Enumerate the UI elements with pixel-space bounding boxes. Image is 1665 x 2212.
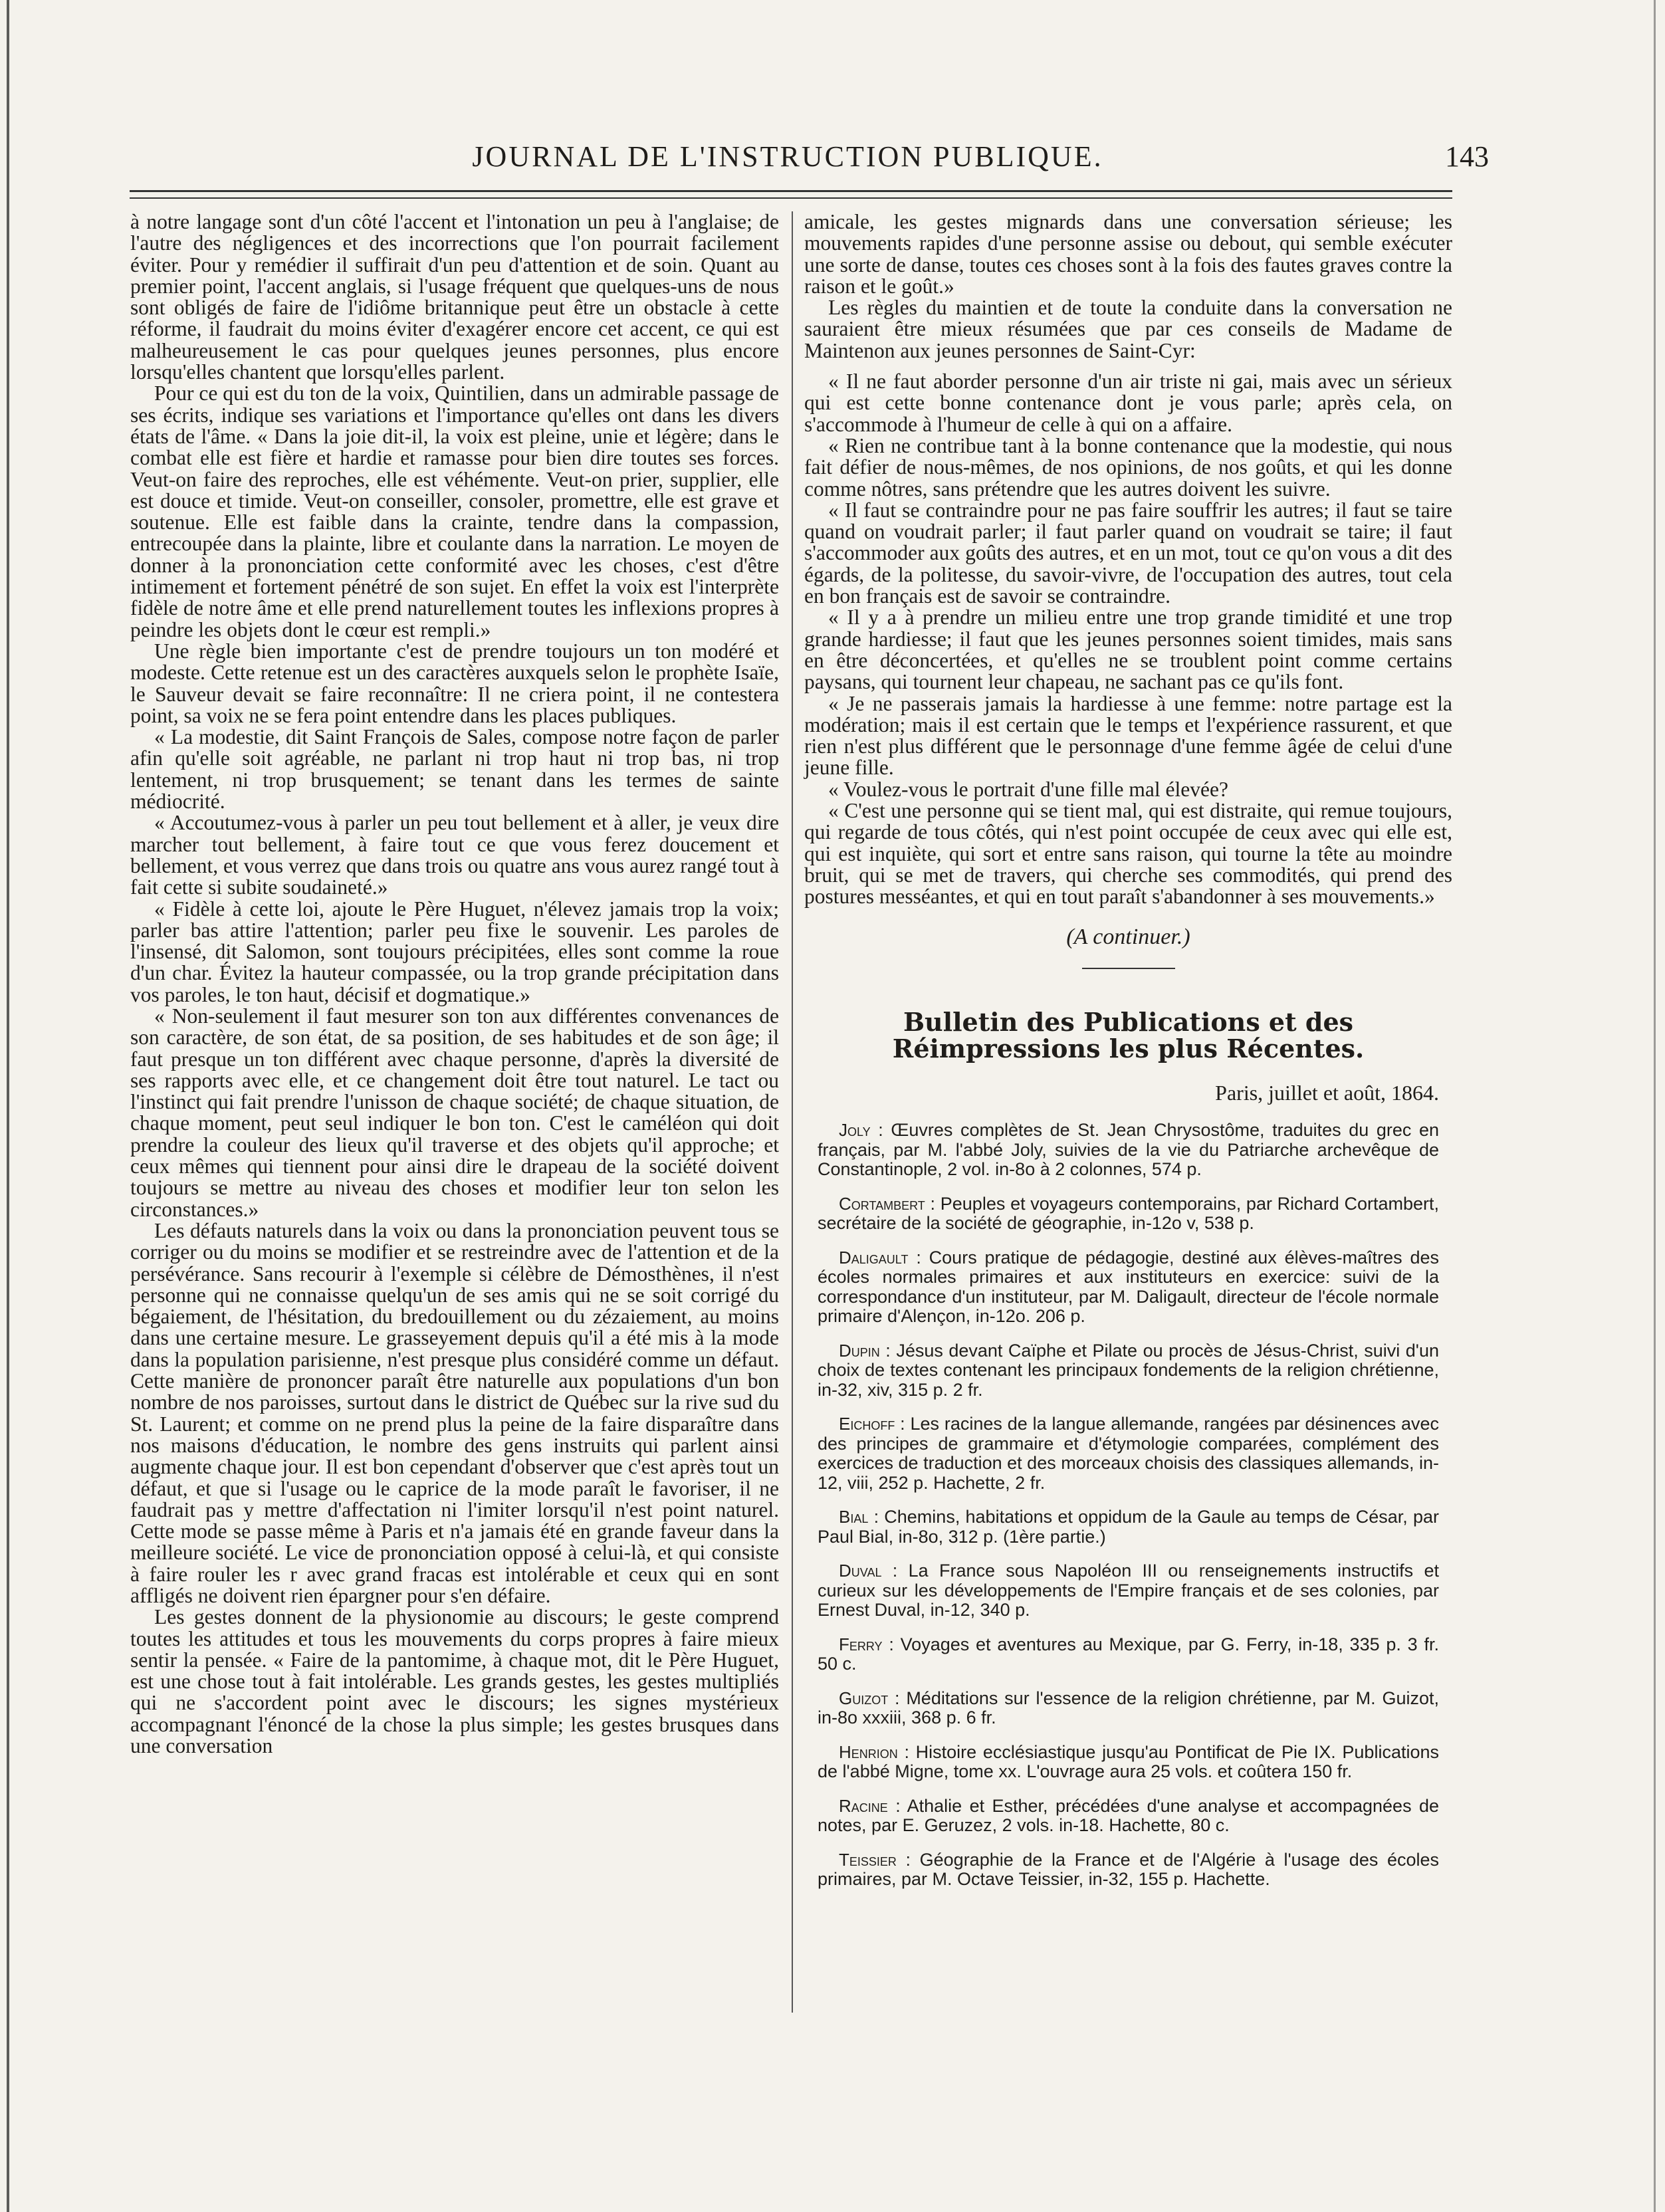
- bulletin-entry: Cortambert : Peuples et voyageurs contemporains, par Richard Cortambert, secrétaire de la société de géographie, in-12o v, 538 p.: [818, 1193, 1439, 1234]
- entry-author: Eichoff: [839, 1414, 895, 1434]
- entry-text: Histoire ecclésiastique jusqu'au Pontificat de Pie IX. Publications de l'abbé Migne, tome xx. L'ouvrage aura 25 vols. et coûtera 150 fr.: [818, 1741, 1439, 1782]
- page-number: 143: [1445, 140, 1489, 173]
- entry-text: Les racines de la langue allemande, rangées par désinences avec des principes de grammaire et d'étymologie comparées, complément des exercices de traduction et des morceaux choisis des classiques allemands, in-12, viii, 252 p. Hachette, 2 fr.: [818, 1414, 1439, 1493]
- entry-author: Racine: [839, 1795, 888, 1816]
- column-divider: [792, 211, 793, 2013]
- continuation-note: (A continuer.): [1066, 924, 1190, 949]
- paragraph: « Il ne faut aborder personne d'un air triste ni gai, mais avec un sérieux qui est cette bonne contenance dont je vous parle; après cela, on s'accommode à l'humeur de celle à qui on a affaire.: [804, 370, 1452, 436]
- entry-author: Joly: [839, 1120, 871, 1141]
- header-rule: [130, 190, 1452, 199]
- page-header: [120, 126, 1489, 179]
- paragraph: « Voulez-vous le portrait d'une fille mal élevée?: [828, 777, 1228, 801]
- entry-text: Athalie et Esther, précédées d'une analyse et accompagnées de notes, par E. Geruzez, 2 vols. in-18. Hachette, 80 c.: [818, 1795, 1440, 1836]
- entry-text: Chemins, habitations et oppidum de la Gaule au temps de César, par Paul Bial, in-8o, 312 p. (1ère partie.): [818, 1507, 1439, 1547]
- entry-text: Voyages et aventures au Mexique, par G. Ferry, in-18, 335 p. 3 fr. 50 c.: [818, 1634, 1439, 1674]
- entry-author: Daligault: [839, 1247, 909, 1268]
- bulletin-title: Bulletin des Publications et des Réimpressions les plus Récentes.: [892, 1006, 1365, 1063]
- journal-title: JOURNAL DE L'INSTRUCTION PUBLIQUE.: [472, 140, 1103, 173]
- paragraph: « Non-seulement il faut mesurer son ton aux différentes convenances de son caractère, de son état, de sa position, de ses habitudes et de son âge; il faut presque un ton différent avec chaque personne, d'après la diversité de ses rapports avec elle, et ce changement doit être tout naturel. Le tact ou l'instinct qui fait prendre l'unisson de chaque société; de chaque situation, de chaque moment, peut seul indiquer le bon ton. C'est le caméléon qui doit prendre la couleur des lieux qu'il traverse et des objets qu'il approche; et ceux mêmes qui tiennent pour ainsi dire le drapeau de la société doivent toujours se mettre au niveau des choses et modifier leur ton selon les circonstances.»: [130, 1004, 779, 1221]
- entry-text: Cours pratique de pédagogie, destiné aux élèves-maîtres des écoles normales primaires et aux instituteurs en exercice: suivi de la correspondance d'un instituteur, par M. Daligault, directeur de l'école normale primaire d'Alençon, in-12o. 206 p.: [818, 1247, 1439, 1327]
- paragraph: Une règle bien importante c'est de prendre toujours un ton modéré et modeste. Cette retenue est un des caractères auxquels selon le prophète Isaïe, le Sauveur devait se faire reconnaître: Il ne criera point, il ne contestera point, sa voix ne se fera point entendre dans les places publiques.: [130, 639, 779, 727]
- entry-author: Cortambert: [839, 1193, 925, 1214]
- entry-text: Jésus devant Caïphe et Pilate ou procès de Jésus-Christ, suivi d'un choix de textes contenant les principaux fondements de la religion chrétienne, in-32, xiv, 315 p. 2 fr.: [818, 1340, 1439, 1400]
- paragraph: « Rien ne contribue tant à la bonne contenance que la modestie, qui nous fait défier de nous-mêmes, de nos opinions, de nos goûts, et qui les donne comme nôtres, sans prétendre que les autres doivent les suivre.: [804, 433, 1452, 500]
- paragraph: « Fidèle à cette loi, ajoute le Père Huguet, n'élevez jamais trop la voix; parler bas attire l'attention; parler peu fixe le souvenir. Les paroles de l'insensé, dit Salomon, sont toujours précipitées, elles sont comme la roue d'un char. Évitez la hauteur compassée, ou la trop grande précipitation dans vos paroles, le ton haut, décisif et dogmatique.»: [130, 897, 779, 1006]
- entry-author: Guizot: [839, 1688, 889, 1708]
- entry-text: Peuples et voyageurs contemporains, par Richard Cortambert, secrétaire de la société de géographie, in-12o v, 538 p.: [818, 1193, 1439, 1234]
- bulletin-entry: Teissier : Géographie de la France et de l'Algérie à l'usage des écoles primaires, par M. Octave Teissier, in-32, 155 p. Hachette.: [818, 1849, 1439, 1890]
- paragraph: « C'est une personne qui se tient mal, qui est distraite, qui remue toujours, qui regarde de tous côtés, qui n'est point occupée de ceux avec qui elle est, qui est inquiète, qui sort et entre sans raison, qui tourne la tête au moindre bruit, qui se met de travers, qui cherche ses commodités, qui prend des postures messéantes, et qui en tout paraît s'abandonner à ses mouvements.»: [804, 799, 1452, 909]
- section-rule: [1082, 968, 1175, 969]
- entry-author: Ferry: [839, 1634, 883, 1654]
- bulletin-entry: Henrion : Histoire ecclésiastique jusqu'au Pontificat de Pie IX. Publications de l'abbé Migne, tome xx. L'ouvrage aura 25 vols. et coûtera 150 fr.: [818, 1741, 1439, 1782]
- bulletin-entry: Ferry : Voyages et aventures au Mexique, par G. Ferry, in-18, 335 p. 3 fr. 50 c.: [818, 1634, 1439, 1674]
- entry-author: Dupin: [839, 1340, 880, 1361]
- paragraph: Les règles du maintien et de toute la conduite dans la conversation ne sauraient être mieux résumées que par ces conseils de Madame de Maintenon aux jeunes personnes de Saint-Cyr:: [804, 296, 1452, 362]
- entry-author: Henrion: [839, 1741, 898, 1762]
- entry-text: Géographie de la France et de l'Algérie à l'usage des écoles primaires, par M. Octave Teissier, in-32, 155 p. Hachette.: [818, 1849, 1439, 1890]
- entry-author: Teissier: [839, 1849, 897, 1870]
- bulletin-entry: Guizot : Méditations sur l'essence de la religion chrétienne, par M. Guizot, in-8o xxxiii, 368 p. 6 fr.: [818, 1688, 1439, 1728]
- right-column: [804, 211, 1452, 1904]
- paragraph: « La modestie, dit Saint François de Sales, compose notre façon de parler afin qu'elle soit agréable, ne parlant ni trop haut ni trop bas, ni trop lentement, ni trop brusquement; se tenant dans les termes de sainte médiocrité.: [130, 725, 779, 814]
- paragraph: Les gestes donnent de la physionomie au discours; le geste comprend toutes les attitudes et tous les mouvements du corps propres à faire mieux sentir la pensée. « Faire de la pantomime, à chaque mot, dit le Père Huguet, est une chose tout à fait intolérable. Les grands gestes, les gestes multipliés qui ne s'accordent point avec le discours; les signes mystérieux accompagnant l'énoncé de la chose la plus simple; les gestes brusques dans une conversation: [130, 1605, 779, 1758]
- bulletin-list: [804, 1121, 1452, 1890]
- bulletin-entry: Racine : Athalie et Esther, précédées d'une analyse et accompagnées de notes, par E. Geruzez, 2 vols. in-18. Hachette, 80 c.: [818, 1795, 1440, 1836]
- paragraph: « Il y a à prendre un milieu entre une trop grande timidité et une trop grande hardiesse; il faut que les jeunes personnes soient timides, mais sans en être déconcertées, et qu'elles ne se troublent point comme certains paysans, qui tournent leur chapeau, ne sachant pas ce qu'ils font.: [804, 606, 1452, 694]
- paragraph: « Il faut se contraindre pour ne pas faire souffrir les autres; il faut se taire quand on voudrait parler; il faut parler quand on voudrait se taire; il faut s'accommoder aux goûts des autres, et en un mot, tout ce qu'on vous a dit des égards, de la politesse, du savoir-vivre, de l'occupation des autres, tout cela en bon français est de savoir se contraindre.: [804, 498, 1452, 608]
- entry-author: Duval: [839, 1561, 882, 1581]
- page-edge-right: [1654, 0, 1656, 2212]
- paragraph: amicale, les gestes mignards dans une conversation sérieuse; les mouvements rapides d'une personne assise ou debout, qui semble exécuter une sorte de danse, toutes ces choses sont à la fois des fautes graves contre la raison et le goût.»: [804, 210, 1452, 298]
- bulletin-date: Paris, juillet et août, 1864.: [1215, 1080, 1439, 1105]
- paragraph: « Accoutumez-vous à parler un peu tout bellement et à aller, je veux dire marcher tout bellement, à faire tout ce que vous ferez doucement et bellement, et vous verrez que dans trois ou quatre ans vous aurez rangé tout à fait cette si subite soudaineté.»: [130, 811, 779, 899]
- bulletin-entry: Joly : Œuvres complètes de St. Jean Chrysostôme, traduites du grec en français, par M. l'abbé Joly, suivies de la vie du Patriarche archevêque de Constantinople, 2 vol. in-8o à 2 colonnes, 574 p.: [818, 1120, 1439, 1180]
- bulletin-entry: Bial : Chemins, habitations et oppidum de la Gaule au temps de César, par Paul Bial, in-8o, 312 p. (1ère partie.): [818, 1507, 1439, 1547]
- entry-text: Œuvres complètes de St. Jean Chrysostôme, traduites du grec en français, par M. l'abbé Joly, suivies de la vie du Patriarche archevêque de Constantinople, 2 vol. in-8o à 2 colonnes, 574 p.: [818, 1120, 1439, 1180]
- bulletin-entry: Duval : La France sous Napoléon III ou renseignements instructifs et curieux sur les développements de l'Empire français et de ses colonies, par Ernest Duval, in-12, 340 p.: [818, 1561, 1439, 1620]
- page-edge-left: [7, 0, 9, 2212]
- paragraph: « Je ne passerais jamais la hardiesse à une femme: notre partage est la modération; mais il est certain que le temps et l'expérience rassurent, et que rien n'est plus différent que le personnage d'une femme âgée de celui d'une jeune fille.: [804, 691, 1452, 780]
- entry-text: Méditations sur l'essence de la religion chrétienne, par M. Guizot, in-8o xxxiii, 368 p. 6 fr.: [818, 1688, 1439, 1728]
- bulletin-entry: Eichoff : Les racines de la langue allemande, rangées par désinences avec des principes de grammaire et d'étymologie comparées, complément des exercices de traduction et des morceaux choisis des classiques allemands, in-12, viii, 252 p. Hachette, 2 fr.: [818, 1414, 1439, 1493]
- paragraph: à notre langage sont d'un côté l'accent et l'intonation un peu à l'anglaise; de l'autre des négligences et des incorrections que l'on pourrait facilement éviter. Pour y remédier il suffirait d'un peu d'attention et de soin. Quant au premier point, l'accent anglais, si l'usage fréquent que quelques-uns de nous sont obligés de faire de l'idiôme britannique peut être un obstacle à cette réforme, il faudrait du moins éviter d'exagérer encore cet accent, ce qui est malheureusement le cas pour quelques jeunes personnes, plus encore lorsqu'elles chantent que lorsqu'elles parlent.: [130, 210, 779, 384]
- paragraph: Pour ce qui est du ton de la voix, Quintilien, dans un admirable passage de ses écrits, indique ses variations et l'importance qu'elles ont dans les divers états de l'âme. « Dans la joie dit-il, la voix est pleine, unie et légère; dans le combat elle est fière et hardie et ramasse pour bien dire toutes ses forces. Veut-on faire des reproches, elle est véhémente. Veut-on prier, supplier, elle est douce et timide. Veut-on conseiller, consoler, promettre, elle est grave et soutenue. Elle est faible dans la crainte, tendre dans la compassion, entrecoupée dans la plainte, libre et coulante dans la narration. Le moyen de donner à la prononciation cette conformité avec les choses, c'est d'être intimement et fortement pénétré de son sujet. En effet la voix est l'interprète fidèle de notre âme et elle prend naturellement toutes les inflexions propres à peindre les objets dont le cœur est rempli.»: [130, 382, 779, 641]
- bulletin-entry: Dupin : Jésus devant Caïphe et Pilate ou procès de Jésus-Christ, suivi d'un choix de textes contenant les principaux fondements de la religion chrétienne, in-32, xiv, 315 p. 2 fr.: [818, 1340, 1439, 1400]
- entry-author: Bial: [839, 1507, 869, 1527]
- left-column: [130, 211, 779, 1757]
- entry-text: La France sous Napoléon III ou renseignements instructifs et curieux sur les développements de l'Empire français et de ses colonies, par Ernest Duval, in-12, 340 p.: [818, 1561, 1439, 1620]
- bulletin-entry: Daligault : Cours pratique de pédagogie, destiné aux élèves-maîtres des écoles normales primaires et aux instituteurs en exercice: suivi de la correspondance d'un instituteur, par M. Daligault, directeur de l'école normale primaire d'Alençon, in-12o. 206 p.: [818, 1247, 1439, 1327]
- paragraph: Les défauts naturels dans la voix ou dans la prononciation peuvent tous se corriger ou du moins se modifier et se restreindre avec de l'attention et de la persévérance. Sans recourir à l'exemple si célèbre de Démosthènes, il n'est personne qui ne connaisse quelqu'un de ses amis qui ne se soit corrigé du bégaiement, de l'hésitation, du bredouillement ou du zézaiement, au moins dans une certaine mesure. Le grasseyement depuis qu'il a été mis à la mode dans la population parisienne, n'est presque plus considéré comme un défaut. Cette manière de prononcer paraît être naturelle aux populations d'un bon nombre de nos paroisses, surtout dans le district de Québec sur la rive sud du St. Laurent; et comme on ne prend plus la peine de la faire disparaître dans nos maisons d'éducation, le nombre des gens instruits qui parlent ainsi augmente chaque jour. Il est bon cependant d'observer que c'est après tout un défaut, et que si l'usage ou le caprice de la mode paraît le favoriser, il ne faudrait pas y mettre d'affectation ni l'imiter lorsqu'il n'est point naturel. Cette mode se passe même à Paris et n'a jamais été en grande faveur dans la meilleure société. Le vice de prononciation opposé à celui-là, et qui consiste à faire rouler les r avec grand fracas est intolérable et ceux qui en sont affligés ne doivent rien épargner pour s'en défaire.: [130, 1218, 779, 1607]
